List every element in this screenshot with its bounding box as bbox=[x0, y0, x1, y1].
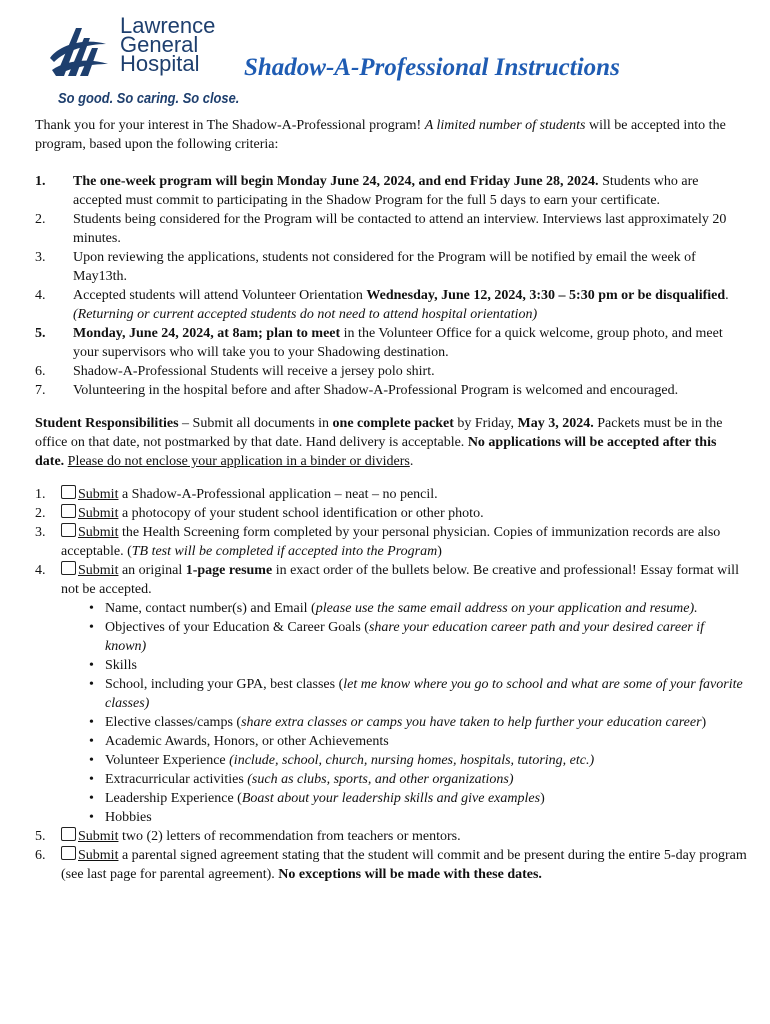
page-title: Shadow-A-Professional Instructions bbox=[244, 54, 620, 81]
bullet-text: Elective classes/camps ( bbox=[105, 715, 242, 730]
criteria-item bbox=[35, 381, 747, 400]
intro-emphasis: A limited number of students bbox=[424, 118, 586, 133]
item-bold: The one-week program will begin Monday June 24, 2024, and end Friday June 28, 2024. bbox=[73, 174, 599, 189]
item-text: Students being considered for the Program will be contacted to attend an interview. Interviews last approximately 20 minutes. bbox=[73, 212, 727, 246]
checkbox[interactable] bbox=[61, 523, 76, 537]
item-italic: (Returning or current accepted students do not need to attend hospital orientation) bbox=[73, 307, 538, 322]
submit-word: Submit bbox=[78, 525, 119, 540]
checkbox[interactable] bbox=[61, 485, 76, 499]
resp-bold: No applications will be accepted after this date. bbox=[35, 435, 717, 469]
criteria-item bbox=[35, 248, 747, 286]
document-header bbox=[40, 14, 740, 110]
bullet-text: ) bbox=[701, 715, 707, 730]
bullet-italic: (such as clubs, sports, and other organizations) bbox=[247, 772, 514, 787]
criteria-item bbox=[35, 362, 747, 381]
logo-line: General bbox=[120, 32, 199, 57]
item-number: 4. bbox=[35, 288, 46, 303]
submit-word: Submit bbox=[78, 506, 119, 521]
responsibilities-heading: Student Responsibilities bbox=[35, 416, 179, 431]
item-bold: 1-page resume bbox=[185, 563, 273, 578]
bullet-text: ) bbox=[540, 791, 545, 806]
checkbox[interactable] bbox=[61, 827, 76, 841]
lawrence-general-hospital-logo-icon bbox=[46, 18, 110, 84]
item-number: 2. bbox=[35, 506, 46, 521]
resume-bullet-list bbox=[61, 599, 747, 827]
item-number: 5. bbox=[35, 829, 46, 844]
item-text: Volunteering in the hospital before and after Shadow-A-Professional Program is welcomed and encouraged. bbox=[73, 383, 679, 398]
resume-bullet bbox=[89, 599, 747, 618]
resp-bold: one complete packet bbox=[332, 416, 454, 431]
resume-bullet bbox=[89, 808, 747, 827]
resume-bullet bbox=[89, 618, 747, 656]
item-italic: TB test will be completed if accepted into the Program bbox=[131, 544, 438, 559]
resume-bullet bbox=[89, 656, 747, 675]
bullet-italic: let me know where you go to school and what are some of your favorite classes) bbox=[105, 677, 743, 711]
resp-text: . bbox=[409, 454, 414, 469]
criteria-item bbox=[35, 210, 747, 248]
submit-word: Submit bbox=[78, 829, 119, 844]
checkbox[interactable] bbox=[61, 504, 76, 518]
logo-line: Hospital bbox=[120, 51, 200, 76]
criteria-item bbox=[35, 324, 747, 362]
item-text: ) bbox=[437, 544, 442, 559]
item-bold: No exceptions will be made with these dates. bbox=[278, 867, 542, 882]
intro-text: Thank you for your interest in The Shadow-A-Professional program! bbox=[35, 118, 425, 133]
item-number: 3. bbox=[35, 250, 46, 265]
resume-bullet bbox=[89, 713, 747, 732]
bullet-text: Hobbies bbox=[105, 810, 152, 825]
checklist-item bbox=[35, 846, 747, 884]
criteria-item bbox=[35, 172, 747, 210]
resume-bullet bbox=[89, 751, 747, 770]
checklist-item bbox=[35, 504, 747, 523]
checkbox[interactable] bbox=[61, 561, 76, 575]
item-text: the Health Screening form completed by your personal physician. Copies of immunization records are also acceptable. ( bbox=[61, 525, 721, 559]
bullet-italic: please use the same email address on your application and resume). bbox=[315, 601, 698, 616]
item-number: 2. bbox=[35, 212, 46, 227]
resp-text: by Friday, bbox=[453, 416, 518, 431]
item-text: . bbox=[725, 288, 729, 303]
bullet-italic: share extra classes or camps you have taken to help further your education career bbox=[241, 715, 702, 730]
bullet-text: Objectives of your Education & Career Goals ( bbox=[105, 620, 369, 635]
resume-bullet bbox=[89, 732, 747, 751]
resp-text: – Submit all documents in bbox=[178, 416, 333, 431]
item-number: 3. bbox=[35, 525, 46, 540]
item-number: 4. bbox=[35, 563, 46, 578]
checklist-item bbox=[35, 523, 747, 561]
bullet-italic: Boast about your leadership skills and give examples bbox=[241, 791, 541, 806]
item-text: Accepted students will attend Volunteer Orientation bbox=[73, 288, 367, 303]
item-text: in exact order of the bullets below. Be creative and professional! Essay format will not be accepted. bbox=[61, 563, 739, 597]
item-number: 6. bbox=[35, 364, 46, 379]
resume-bullet bbox=[89, 789, 747, 808]
submission-checklist bbox=[35, 485, 747, 884]
intro-paragraph bbox=[35, 116, 747, 154]
resp-text: Packets must be in the office on that date, not postmarked by that date. Hand delivery is acceptable. bbox=[35, 416, 723, 450]
item-number: 6. bbox=[35, 848, 46, 863]
submit-word: Submit bbox=[78, 848, 119, 863]
bullet-text: Skills bbox=[105, 658, 137, 673]
checklist-item bbox=[35, 561, 747, 827]
item-number: 1. bbox=[35, 174, 46, 189]
resume-bullet bbox=[89, 675, 747, 713]
bullet-text: School, including your GPA, best classes ( bbox=[105, 677, 344, 692]
document-body bbox=[35, 116, 747, 884]
bullet-text: Extracurricular activities bbox=[105, 772, 248, 787]
checklist-item bbox=[35, 827, 747, 846]
intro-text: will be accepted into the program, based upon the following criteria: bbox=[35, 118, 726, 152]
bullet-text: Name, contact number(s) and Email ( bbox=[105, 601, 316, 616]
item-number: 7. bbox=[35, 383, 46, 398]
resume-bullet bbox=[89, 770, 747, 789]
bullet-italic: (include, school, church, nursing homes, hospitals, tutoring, etc.) bbox=[229, 753, 595, 768]
item-text: a parental signed agreement stating that the student will commit and be present during the entire 5-day program (see last page for parental agreement). bbox=[61, 848, 747, 882]
item-text: in the Volunteer Office for a quick welcome, group photo, and meet your supervisors who will take you to your Shadowing destination. bbox=[73, 326, 723, 360]
criteria-list bbox=[35, 172, 747, 400]
item-text: a Shadow-A-Professional application – neat – no pencil. bbox=[118, 487, 438, 502]
checkbox[interactable] bbox=[61, 846, 76, 860]
submit-word: Submit bbox=[78, 487, 119, 502]
responsibilities-paragraph bbox=[35, 414, 747, 471]
item-text: an original bbox=[118, 563, 186, 578]
submit-word: Submit bbox=[78, 563, 119, 578]
item-text: Shadow-A-Professional Students will receive a jersey polo shirt. bbox=[73, 364, 435, 379]
item-number: 5. bbox=[35, 326, 46, 341]
item-bold: Wednesday, June 12, 2024, 3:30 – 5:30 pm or be disqualified bbox=[366, 288, 726, 303]
resp-bold: May 3, 2024. bbox=[517, 416, 594, 431]
tagline: So good. So caring. So close. bbox=[58, 90, 240, 107]
item-number: 1. bbox=[35, 487, 46, 502]
bullet-text: Leadership Experience ( bbox=[105, 791, 242, 806]
item-text: Upon reviewing the applications, students not considered for the Program will be notified by email the week of May13th. bbox=[73, 250, 696, 284]
item-text: Students who are accepted must commit to participating in the Shadow Program for the full 5 days to earn your certificate. bbox=[73, 174, 699, 208]
logo-wordmark bbox=[120, 13, 216, 76]
item-text: a photocopy of your student school identification or other photo. bbox=[118, 506, 484, 521]
bullet-text: Volunteer Experience bbox=[105, 753, 230, 768]
bullet-italic: share your education career path and your desired career if known) bbox=[105, 620, 705, 654]
checklist-item bbox=[35, 485, 747, 504]
item-text: two (2) letters of recommendation from teachers or mentors. bbox=[118, 829, 461, 844]
criteria-item bbox=[35, 286, 747, 324]
item-bold: Monday, June 24, 2024, at 8am; plan to meet bbox=[73, 326, 341, 341]
bullet-text: Academic Awards, Honors, or other Achievements bbox=[105, 734, 389, 749]
resp-underlined: Please do not enclose your application in a binder or dividers bbox=[67, 454, 410, 469]
logo-line: Lawrence bbox=[120, 13, 216, 38]
